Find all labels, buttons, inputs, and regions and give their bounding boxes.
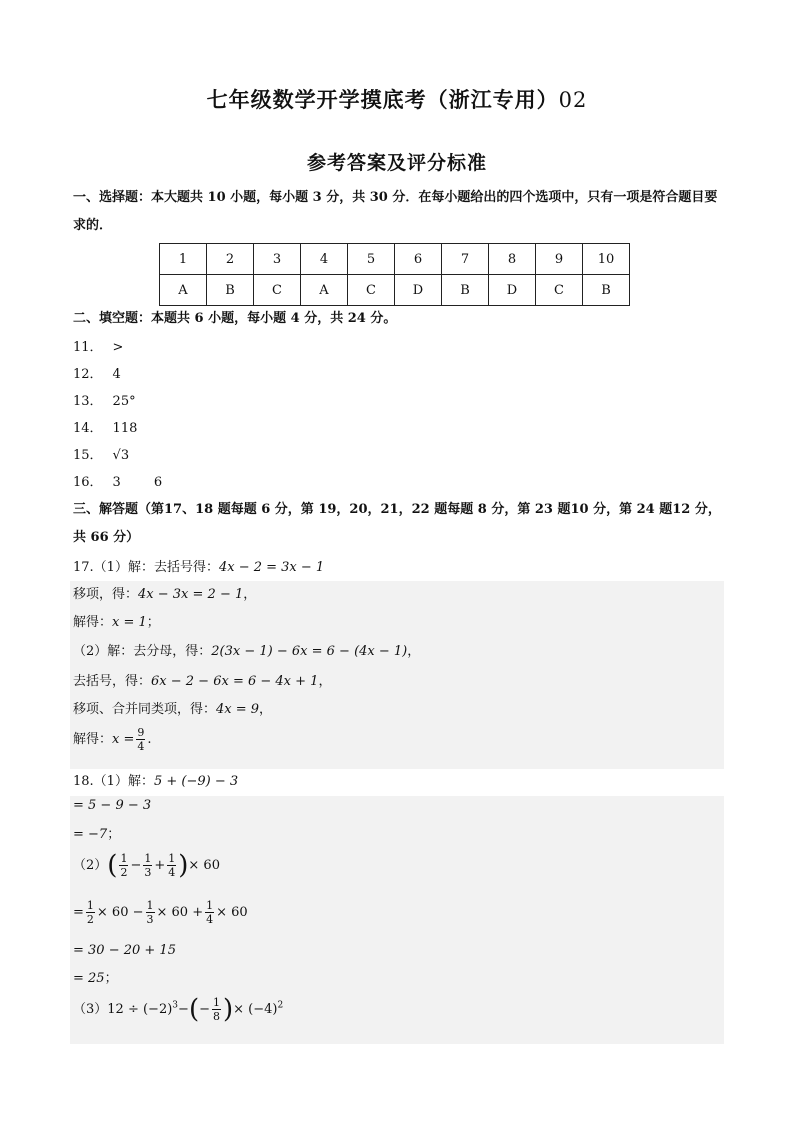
q17-line-6: 移项、合并同类项，得：4x = 9，	[73, 702, 273, 717]
answer-table-number-cell: 7	[442, 244, 489, 275]
fill-in-item	[73, 336, 123, 355]
fill-in-item	[73, 444, 129, 463]
fill-in-answer: 118	[112, 421, 138, 436]
answer-table	[159, 243, 630, 306]
answer-table-answer-cell: D	[489, 275, 536, 306]
answer-table-number-row	[160, 244, 630, 275]
fill-in-number: 14．	[73, 421, 103, 436]
answer-table-number-cell: 2	[207, 244, 254, 275]
answer-table-answer-cell: B	[442, 275, 489, 306]
section-3-heading: 三、解答题（第17、18 题每题 6 分，第 19，20，21，22 题每题 8 分，第 23 题10 分，第 24 题12 分，共 66 分）	[73, 502, 721, 545]
q18-line-8: $(3)12 \div (-2)^3-(-$ $\frac{1}{8}$ )× $(-4)^2$	[73, 994, 284, 1025]
fill-in-number: 11．	[73, 340, 103, 355]
q18-line-4: （2）( $\frac{1}{2}$ − $\frac{1}{3}$ + $\frac{1}{4}$ )× 60	[73, 850, 220, 881]
fraction-nine-quarters: $\frac{9}{4}$	[137, 726, 145, 753]
q17-line-3: 解得：x = 1；	[73, 615, 160, 630]
answer-table-number-cell: 8	[489, 244, 536, 275]
fill-in-number: 16．	[73, 475, 103, 490]
answer-table-number-cell: 4	[301, 244, 348, 275]
page-title	[0, 84, 794, 114]
answer-table-answer-cell: D	[395, 275, 442, 306]
answer-table-answer-cell: B	[583, 275, 630, 306]
fill-in-item	[73, 471, 162, 490]
fill-in-item	[73, 363, 121, 382]
answer-table-answer-cell: A	[160, 275, 207, 306]
section-1-heading: 一、选择题：本大题共 10 小题，每小题 3 分，共 30 分．在每小题给出的四个选项中，只有一项是符合题目要求的．	[73, 190, 718, 233]
q17-line-2: 移项，得：4x − 3x = 2 − 1，	[73, 587, 257, 602]
q17-line-4: （2）解：去分母，得：2(3x − 1) − 6x = 6 − (4x − 1)，	[73, 644, 421, 659]
answer-table-number-cell: 6	[395, 244, 442, 275]
answer-table-answer-cell: A	[301, 275, 348, 306]
answer-table-answer-cell: C	[348, 275, 395, 306]
page-subtitle: 参考答案及评分标准	[306, 152, 487, 174]
q18-line-3: = −7；	[73, 827, 121, 842]
fill-in-number: 12．	[73, 367, 103, 382]
answer-table-number-cell: 3	[254, 244, 301, 275]
title-number: 02	[558, 88, 588, 112]
answer-table-number-cell: 5	[348, 244, 395, 275]
q18-line-5: = $\frac{1}{2}$ × 60 − $\frac{1}{3}$ × 60 + $\frac{1}{4}$ × 60	[73, 899, 248, 926]
title-text: 七年级数学开学摸底考（浙江专用）	[206, 87, 559, 112]
fill-in-answer: 25°	[112, 394, 136, 409]
fill-in-item	[73, 390, 136, 409]
q18-line-1: 18.（1）解：5 + (−9) − 3	[73, 774, 239, 789]
fill-in-number: 13．	[73, 394, 103, 409]
q18-line-7: = 25；	[73, 971, 118, 986]
fill-in-answer: >	[112, 340, 124, 355]
answer-table-answer-cell: B	[207, 275, 254, 306]
q17-line-7: 解得：x = $\frac{9}{4}$ .	[73, 726, 152, 753]
answer-table-number-cell: 9	[536, 244, 583, 275]
fill-in-item	[73, 417, 137, 436]
answer-table-number-cell: 10	[583, 244, 630, 275]
fill-in-answer: 3 6	[112, 475, 163, 490]
answer-table-answer-row	[160, 275, 630, 306]
section-2-heading: 二、填空题：本题共 6 小题，每小题 4 分，共 24 分。	[73, 311, 397, 326]
fill-in-number: 15．	[73, 448, 103, 463]
q18-line-6: = 30 − 20 + 15	[73, 943, 176, 958]
answer-table-answer-cell: C	[254, 275, 301, 306]
answer-table-number-cell: 1	[160, 244, 207, 275]
q18-line-2: = 5 − 9 − 3	[73, 798, 152, 813]
fill-in-answer: √3	[112, 448, 130, 463]
q17-line-1: 17.（1）解：去括号得：4x − 2 = 3x − 1	[73, 560, 325, 575]
fill-in-answer: 4	[112, 367, 121, 382]
q17-line-5: 去括号，得：6x − 2 − 6x = 6 − 4x + 1，	[73, 674, 332, 689]
answer-table-answer-cell: C	[536, 275, 583, 306]
